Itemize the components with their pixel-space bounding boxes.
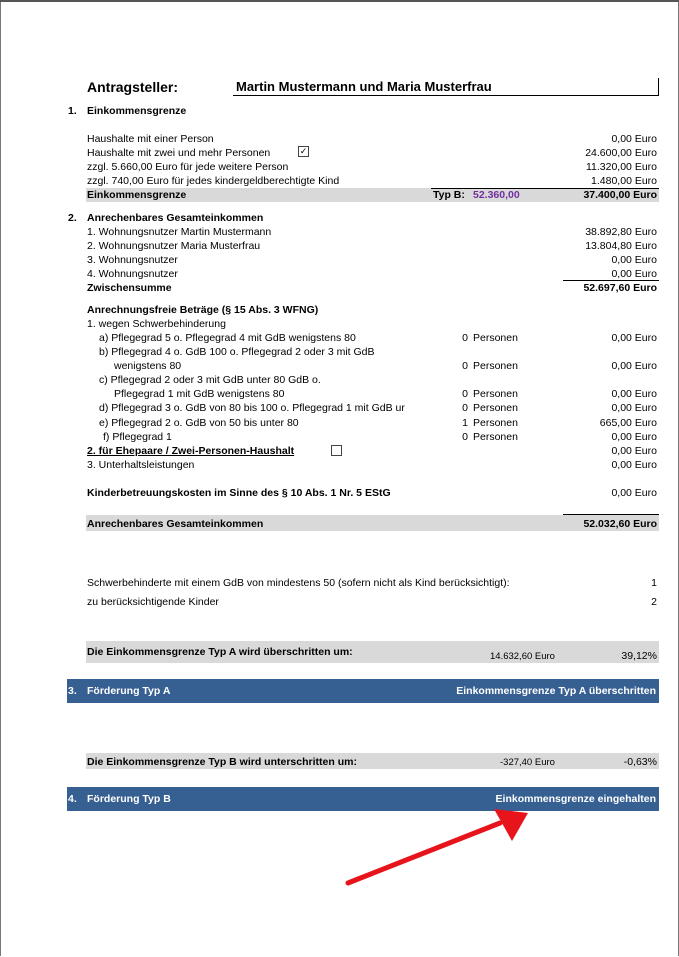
applicant-underline	[233, 95, 659, 96]
care-b-unit: Personen	[473, 360, 518, 372]
care-f-label: f) Pflegegrad 1	[103, 431, 172, 443]
maintenance-value: 0,00 Euro	[611, 459, 657, 471]
section-4-number: 4.	[68, 793, 77, 805]
typ-a-result-percent: 39,12%	[621, 650, 657, 662]
couple-checkbox[interactable]	[331, 445, 342, 456]
applicant-box-edge	[658, 78, 659, 96]
care-b-count: 0	[462, 360, 468, 372]
total-income-value: 52.032,60 Euro	[583, 518, 657, 530]
typ-b-result-label: Die Einkommensgrenze Typ B wird unterschritten um:	[87, 756, 357, 768]
occupant-label: 4. Wohnungsnutzer	[87, 268, 178, 280]
maintenance-label: 3. Unterhaltsleistungen	[87, 459, 195, 471]
care-e-unit: Personen	[473, 417, 518, 429]
disability-title: 1. wegen Schwerbehinderung	[87, 318, 226, 330]
care-e-value: 665,00 Euro	[599, 417, 657, 429]
childcare-value: 0,00 Euro	[611, 487, 657, 499]
income-limit-row-value: 1.480,00 Euro	[591, 175, 657, 187]
occupant-value: 13.804,80 Euro	[585, 240, 657, 252]
care-c-value: 0,00 Euro	[611, 388, 657, 400]
care-c-count: 0	[462, 388, 468, 400]
care-b-value: 0,00 Euro	[611, 360, 657, 372]
typ-b-label: Typ B:	[433, 189, 465, 201]
section-3-title: Förderung Typ A	[87, 685, 171, 697]
typ-b-value: 52.360,00	[473, 189, 520, 201]
care-c-label-line2: Pflegegrad 1 mit GdB wenigstens 80	[114, 388, 285, 400]
typ-a-result-label: Die Einkommensgrenze Typ A wird überschritten um:	[87, 646, 353, 658]
disabled-count-value: 1	[651, 577, 657, 589]
care-d-value: 0,00 Euro	[611, 402, 657, 414]
section-4-title: Förderung Typ B	[87, 793, 171, 805]
section-3-number: 3.	[68, 685, 77, 697]
income-limit-row-label: zzgl. 5.660,00 Euro für jede weitere Person	[87, 161, 289, 173]
care-a-value: 0,00 Euro	[611, 332, 657, 344]
occupant-value: 38.892,80 Euro	[585, 226, 657, 238]
income-limit-row-value: 24.600,00 Euro	[585, 147, 657, 159]
subtotal-label: Zwischensumme	[87, 282, 172, 294]
care-a-unit: Personen	[473, 332, 518, 344]
red-arrow-annotation	[340, 805, 540, 890]
occupant-label: 1. Wohnungsnutzer Martin Mustermann	[87, 226, 272, 238]
care-e-label: e) Pflegegrad 2 o. GdB von 50 bis unter 80	[99, 417, 299, 429]
care-a-count: 0	[462, 332, 468, 344]
typ-b-result-percent: -0,63%	[623, 756, 657, 768]
free-amounts-title: Anrechnungsfreie Beträge (§ 15 Abs. 3 WFNG)	[87, 304, 319, 316]
occupant-label: 2. Wohnungsnutzer Maria Musterfrau	[87, 240, 261, 252]
disabled-count-label: Schwerbehinderte mit einem GdB von mindestens 50 (sofern nicht als Kind berücksichtigt):	[87, 577, 510, 589]
care-b-label-line1: b) Pflegegrad 4 o. GdB 100 o. Pflegegrad 2 oder 3 mit GdB	[99, 346, 375, 358]
care-f-count: 0	[462, 431, 468, 443]
subtotal-rule	[563, 280, 659, 281]
total-income-label: Anrechenbares Gesamteinkommen	[87, 518, 264, 530]
children-count-label: zu berücksichtigende Kinder	[87, 596, 219, 608]
care-b-label-line2: wenigstens 80	[114, 360, 182, 372]
care-e-count: 1	[462, 417, 468, 429]
section-3-bar	[67, 679, 659, 703]
section-2-number: 2.	[68, 212, 77, 224]
applicant-label: Antragsteller:	[87, 79, 179, 95]
occupant-value: 0,00 Euro	[611, 268, 657, 280]
children-count-value: 2	[651, 596, 657, 608]
care-f-value: 0,00 Euro	[611, 431, 657, 443]
care-d-unit: Personen	[473, 402, 518, 414]
total-income-rule	[563, 514, 659, 515]
page-top-border	[0, 0, 679, 2]
two-person-checkbox[interactable]: ✓	[299, 146, 308, 156]
typ-b-result-amount: -327,40 Euro	[500, 757, 555, 768]
occupant-label: 3. Wohnungsnutzer	[87, 254, 178, 266]
red-arrow-shaft	[348, 823, 500, 883]
occupant-value: 0,00 Euro	[611, 254, 657, 266]
section-2-title: Anrechenbares Gesamteinkommen	[87, 212, 264, 224]
childcare-label: Kinderbetreuungskosten im Sinne des § 10 Abs. 1 Nr. 5 EStG	[87, 487, 391, 499]
care-d-label: d) Pflegegrad 3 o. GdB von 80 bis 100 o. Pflegegrad 1 mit GdB ur	[99, 402, 405, 414]
typ-a-result-amount: 14.632,60 Euro	[490, 651, 555, 662]
income-limit-row-label: Haushalte mit zwei und mehr Personen	[87, 147, 271, 159]
section-1-title: Einkommensgrenze	[87, 105, 187, 117]
care-a-label: a) Pflegegrad 5 o. Pflegegrad 4 mit GdB wenigstens 80	[99, 332, 356, 344]
care-c-unit: Personen	[473, 388, 518, 400]
income-limit-row-value: 11.320,00 Euro	[585, 161, 657, 173]
care-c-label-line1: c) Pflegegrad 2 oder 3 mit GdB unter 80 GdB o.	[99, 374, 321, 386]
section-3-status: Einkommensgrenze Typ A überschritten	[456, 685, 656, 697]
applicant-name: Martin Mustermann und Maria Musterfrau	[236, 79, 492, 94]
couple-value: 0,00 Euro	[611, 445, 657, 457]
income-limit-total-value: 37.400,00 Euro	[583, 189, 657, 201]
couple-label: 2. für Ehepaare / Zwei-Personen-Haushalt	[87, 445, 295, 457]
care-f-unit: Personen	[473, 431, 518, 443]
care-d-count: 0	[462, 402, 468, 414]
section-1-number: 1.	[68, 105, 77, 117]
subtotal-value: 52.697,60 Euro	[583, 282, 657, 294]
section-4-status: Einkommensgrenze eingehalten	[495, 793, 656, 805]
income-limit-row-label: zzgl. 740,00 Euro für jedes kindergeldberechtigte Kind	[87, 175, 340, 187]
income-limit-row-label: Haushalte mit einer Person	[87, 133, 214, 145]
income-limit-total-label: Einkommensgrenze	[87, 189, 187, 201]
income-limit-row-value: 0,00 Euro	[611, 133, 657, 145]
